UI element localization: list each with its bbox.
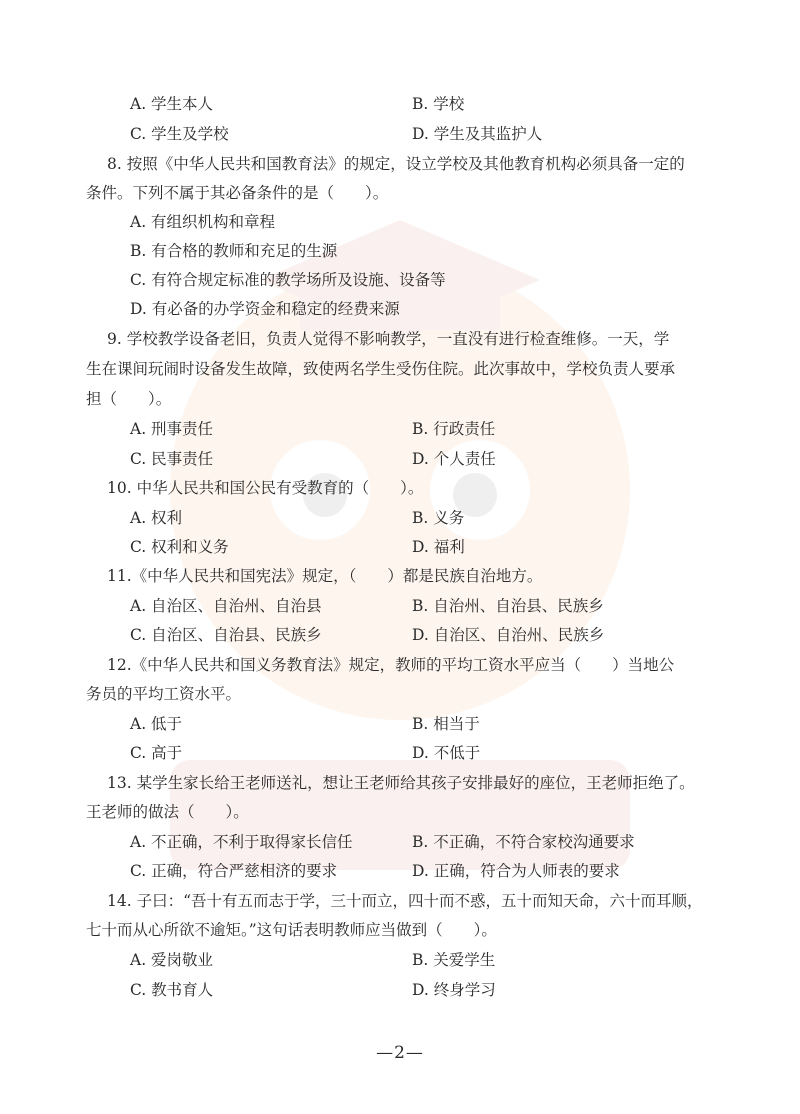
q13-stem-line-1: 13. 某学生家长给王老师送礼，想让王老师给其孩子安排最好的座位，王老师拒绝了。 — [107, 774, 695, 792]
q8-option-b: B. 有合格的教师和充足的生源 — [130, 242, 338, 260]
q7-option-b: B. 学校 — [412, 95, 465, 113]
q12-stem-line-2: 务员的平均工资水平。 — [86, 685, 242, 703]
page-number: —2— — [376, 1043, 424, 1063]
q12-option-b: B. 相当于 — [412, 715, 480, 733]
q11-stem-line-1: 11.《中华人民共和国宪法》规定，（ ）都是民族自治地方。 — [107, 567, 543, 585]
q8-option-c: C. 有符合规定标准的教学场所及设施、设备等 — [130, 271, 446, 289]
q9-stem-line-3: 担（ ）。 — [86, 390, 172, 408]
q9-stem-line-1: 9. 学校教学设备老旧，负责人觉得不影响教学，一直没有进行检查维修。一天，学 — [107, 330, 670, 348]
q11-option-a: A. 自治区、自治州、自治县 — [130, 597, 322, 615]
q12-stem-line-1: 12.《中华人民共和国义务教育法》规定，教师的平均工资水平应当（ ）当地公 — [107, 656, 675, 674]
q8-option-a: A. 有组织机构和章程 — [130, 213, 276, 231]
q9-stem-line-2: 生在课间玩闹时设备发生故障，致使两名学生受伤住院。此次事故中，学校负责人要承 — [86, 360, 676, 378]
q7-option-d: D. 学生及其监护人 — [412, 125, 543, 143]
q14-stem-line-1: 14. 子曰：“吾十有五而志于学，三十而立，四十而不惑，五十而知天命，六十而耳顺， — [107, 892, 703, 910]
q10-option-b: B. 义务 — [412, 509, 465, 527]
q10-option-c: C. 权利和义务 — [130, 538, 229, 556]
q10-stem-line-1: 10. 中华人民共和国公民有受教育的（ ）。 — [107, 479, 424, 497]
q11-option-c: C. 自治区、自治县、民族乡 — [130, 626, 322, 644]
q9-option-c: C. 民事责任 — [130, 450, 214, 468]
q13-option-b: B. 不正确，不符合家校沟通要求 — [412, 833, 635, 851]
q13-stem-line-2: 王老师的做法（ ）。 — [86, 803, 249, 821]
q9-option-a: A. 刑事责任 — [130, 420, 214, 438]
q14-option-c: C. 教书育人 — [130, 981, 214, 999]
q12-option-a: A. 低于 — [130, 715, 183, 733]
q14-option-b: B. 关爱学生 — [412, 951, 496, 969]
q12-option-c: C. 高于 — [130, 744, 183, 762]
q8-stem-line-1: 8. 按照《中华人民共和国教育法》的规定，设立学校及其他教育机构必须具备一定的 — [107, 155, 685, 173]
q14-stem-line-2: 七十而从心所欲不逾矩。”这句话表明教师应当做到（ ）。 — [86, 921, 497, 939]
q11-option-b: B. 自治州、自治县、民族乡 — [412, 597, 604, 615]
q14-option-d: D. 终身学习 — [412, 981, 496, 999]
q9-option-b: B. 行政责任 — [412, 420, 496, 438]
q13-option-c: C. 正确，符合严慈相济的要求 — [130, 862, 338, 880]
q10-option-a: A. 权利 — [130, 509, 183, 527]
q7-option-a: A. 学生本人 — [130, 95, 214, 113]
q9-option-d: D. 个人责任 — [412, 450, 496, 468]
q7-option-c: C. 学生及学校 — [130, 125, 229, 143]
q10-option-d: D. 福利 — [412, 538, 465, 556]
q8-stem-line-2: 条件。下列不属于其必备条件的是（ ）。 — [86, 184, 389, 202]
q8-option-d: D. 有必备的办学资金和稳定的经费来源 — [130, 300, 400, 318]
q14-option-a: A. 爱岗敬业 — [130, 951, 214, 969]
q13-option-a: A. 不正确，不利于取得家长信任 — [130, 833, 353, 851]
q12-option-d: D. 不低于 — [412, 744, 481, 762]
q11-option-d: D. 自治区、自治州、民族乡 — [412, 626, 605, 644]
q13-option-d: D. 正确，符合为人师表的要求 — [412, 862, 620, 880]
